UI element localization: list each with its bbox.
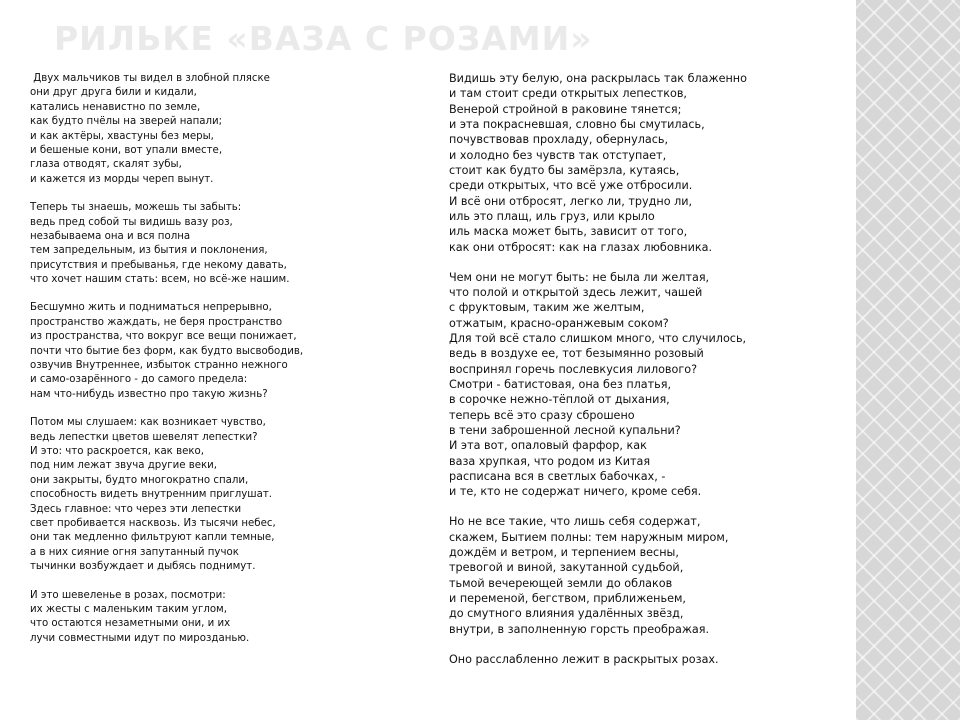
poem-line: способность видеть внутренним приглушат. [30,489,273,501]
poem-line: иль маска может быть, зависит от того, [449,225,688,239]
poem-line: и те, кто не содержат ничего, кроме себя. [449,485,702,499]
poem-line: до смутного влияния удалённых звёзд, [449,607,684,621]
poem-stanza [30,589,400,647]
poem-line: Видишь эту белую, она раскрылась так блаженно [449,72,747,85]
poem-line: Оно расслабленно лежит в раскрытых розах. [449,652,719,666]
poem-line: ведь лепестки цветов шевелят лепестки? [30,431,258,443]
poem-line: Здесь главное: что через эти лепестки [30,503,242,515]
poem-line: дождём и ветром, и терпением весны, [449,545,679,559]
poem-line: воспринял горечь послевкусия лилового? [449,362,698,376]
poem-line: как будто пчёлы на зверей напали; [30,116,223,128]
poem-line: как они отбросят: как на глазах любовника. [449,240,713,254]
poem-line: и переменой, бегством, приближеньем, [449,592,686,605]
poem-line: тревогой и виной, закутанной судьбой, [449,561,684,575]
poem-line: в тени заброшенной лесной купальни? [449,424,681,438]
poem-line: скажем, Бытием полны: тем наружным миром, [449,530,729,544]
poem-line: Смотри - батистовая, она без платья, [449,378,672,392]
poem-line: и там стоит среди открытых лепестков, [449,87,687,101]
poem-line: внутри, в заполненную горсть преображая. [449,622,710,636]
poem-line: незабываема она и вся полна [30,230,191,242]
poem-line: Потом мы слушаем: как возникает чувство, [30,417,266,429]
slide-title: РИЛЬКЕ «ВАЗА С РОЗАМИ» [54,19,593,58]
poem-line: они закрыты, будто многократно спали, [30,474,249,486]
poem-line: их жесты с маленьким таким углом, [30,603,227,615]
poem-line: отжатым, красно-оранжевым соком? [449,316,669,330]
poem-line: Двух мальчиков ты видел в злобной пляске [30,73,270,84]
poem-right-column [449,71,839,681]
poem-line: а в них сияние огня запутанный пучок [30,546,239,558]
poem-line: ваза хрупкая, что родом из Китая [449,454,651,468]
poem-stanza [449,270,839,500]
poem-line: тем запредельным, из бытия и поклонения, [30,245,268,257]
poem-line: ведь в воздухе ее, тот безымянно розовый [449,347,704,361]
poem-line: и бешеные кони, вот упали вместе, [30,144,223,156]
poem-line: что полой и открытой здесь лежит, чашей [449,285,703,299]
poem-line: стоит как будто бы замёрзла, кутаясь, [449,164,680,178]
poem-line: Но не все такие, что лишь себя содержат, [449,515,701,529]
poem-line: И это: что раскроется, как веко, [30,445,204,457]
poem-line: тьмой вечереющей земли до облаков [449,576,673,590]
poem-line: они так медленно фильтруют капли темные, [30,532,275,544]
poem-line: они друг друга били и кидали, [30,87,197,99]
poem-line: почувствовав прохладу, обернулась, [449,133,669,147]
poem-line: расписана вся в светлых бабочках, - [449,470,666,484]
poem-stanza [449,652,839,667]
poem-line: почти что бытие без форм, как будто высвободив, [30,345,304,357]
poem-line: И эта вот, опаловый фарфор, как [449,439,647,453]
poem-line: тычинки возбуждает и дыбясь поднимут. [30,561,256,573]
poem-line: и как актёры, хвастуны без меры, [30,130,214,142]
poem-stanza [449,71,839,255]
poem-line: лучи совместными идут по мирозданью. [30,632,250,644]
poem-line: пространство жаждать, не беря пространство [30,316,283,328]
poem-line: теперь всё это сразу сброшено [449,408,635,422]
poem-stanza [30,416,400,574]
poem-line: свет пробивается насквозь. Из тысячи небес, [30,517,276,529]
poem-line: и кажется из морды череп вынут. [30,173,214,185]
poem-line: Венерой стройной в раковине тянется; [449,102,682,116]
poem-line: Теперь ты знаешь, можешь ты забыть: [30,202,242,214]
poem-line: и эта покрасневшая, словно бы смутилась, [449,118,705,132]
poem-line: среди открытых, что всё уже отбросили. [449,179,693,193]
poem-line: Для той всё стало слишком много, что случилось, [449,332,747,345]
poem-line: и холодно без чувств так отступает, [449,148,667,162]
poem-left-column [30,72,400,660]
poem-line: под ним лежат звуча другие веки, [30,460,218,472]
poem-stanza [30,72,400,187]
poem-line: глаза отводят, скалят зубы, [30,159,182,171]
poem-stanza [449,514,839,637]
poem-line: из пространства, что вокруг все вещи понижает, [30,331,297,343]
poem-line: И это шевеленье в розах, посмотри: [30,589,226,601]
poem-stanza [30,301,400,402]
poem-line: и само-озарённого - до самого предела: [30,374,248,386]
poem-line: катались ненавистно по земле, [30,101,201,113]
poem-line: ведь пред собой ты видишь вазу роз, [30,216,233,228]
poem-line: что остаются незаметными они, и их [30,618,231,630]
poem-line: Бесшумно жить и подниматься непрерывно, [30,302,272,314]
poem-line: что хочет нашим стать: всем, но всё-же нашим. [30,274,290,286]
poem-line: в сорочке нежно-тёплой от дыхания, [449,393,670,407]
poem-line: иль это плащ, иль груз, или крыло [449,210,655,224]
poem-line: озвучив Внутреннее, избыток странно нежного [30,360,288,372]
poem-line: нам что-нибудь известно про такую жизнь? [30,388,268,400]
poem-line: с фруктовым, таким же желтым, [449,301,645,315]
decorative-side-panel [856,0,960,720]
poem-line: И всё они отбросят, легко ли, трудно ли, [449,194,693,208]
poem-line: Чем они не могут быть: не была ли желтая, [449,270,710,284]
poem-line: присутствия и пребыванья, где некому давать, [30,259,287,271]
poem-stanza [30,201,400,287]
